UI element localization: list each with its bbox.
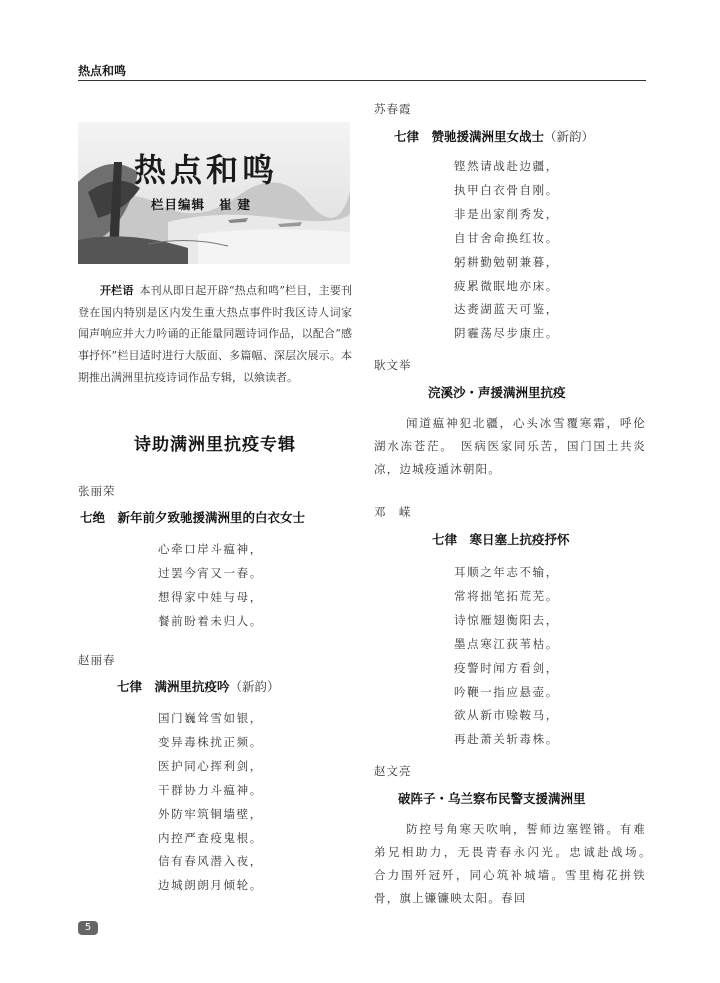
column-banner [78, 122, 350, 264]
verse-line: 常将拙笔拓荒芜。 [454, 588, 559, 603]
verse-line: 铿然请战赴边疆， [454, 159, 559, 173]
poem-prose: 闻道瘟神犯北疆，心头冰雪覆寒霜，呼伦湖水冻苍茫。 医病医家同乐苦，国门国土共炎凉，边城疫遁沐朝阳。 [374, 416, 646, 476]
poem-title [80, 508, 305, 526]
poem-verses [158, 538, 263, 634]
verse-line: 内控严查疫鬼根。 [158, 830, 263, 845]
verse-line: 变异毒株扰正频。 [158, 734, 263, 749]
special-title: 诗助满洲里抗疫专辑 [134, 435, 296, 455]
section-header: 热点和鸣 [78, 64, 127, 78]
header-divider [78, 80, 646, 81]
poem-note: （新韵） [229, 679, 280, 694]
verse-line: 耳顺之年志不输， [454, 565, 559, 579]
poem-title-text: 七绝 新年前夕致驰援满洲里的白衣女士 [80, 510, 306, 525]
intro-label: 开栏语 [100, 284, 134, 297]
verse-line: 疲累微眠地亦床。 [454, 278, 559, 293]
verse-line: 过罢今宵又一春。 [158, 565, 263, 580]
verse-line: 干群协力斗瘟神。 [158, 782, 263, 797]
verse-line: 躬耕勤勉朝兼暮， [454, 254, 559, 269]
verse-line: 非是出家削秀发， [454, 206, 559, 221]
verse-line: 信有春风潜入夜， [158, 854, 263, 869]
verse-line: 想得家中娃与母， [158, 589, 263, 604]
poem-title-text: 七律 寒日塞上抗疫抒怀 [432, 532, 570, 547]
page-number: 5 [78, 921, 98, 935]
poem-author: 邓 嵘 [374, 505, 412, 519]
poem-title [398, 789, 586, 807]
verse-line: 再赴萧关斩毒株。 [454, 732, 559, 747]
poem-author: 张丽荣 [78, 484, 116, 498]
intro-text: 本刊从即日起开辟“热点和鸣”栏目，主要刊登在国内特别是区内发生重大热点事件时我区诗人词家闻声响应并大力吟诵的正能量同题诗词作品，以配合“感事抒怀”栏目适时进行大版面、多篇幅、深层次展示。本期推出满洲里抗疫诗词作品专辑，以飨读者。 [78, 284, 352, 384]
poem-title [428, 383, 566, 401]
poem-author: 赵丽春 [78, 653, 116, 667]
verse-line: 心牵口岸斗瘟神， [158, 542, 263, 556]
verse-line: 欲从新市赊鞍马， [454, 708, 559, 723]
poem-author: 赵文亮 [374, 764, 412, 778]
verse-line: 疫警时闻方看剑， [454, 660, 559, 675]
column-intro [78, 280, 352, 389]
verse-line: 自甘舍命换红妆。 [454, 230, 559, 245]
poem-title [394, 127, 594, 145]
poem-verses [454, 155, 559, 346]
poem-note: （新韵） [544, 129, 595, 144]
editor-label: 栏目编辑 [151, 197, 206, 212]
poem-title-text: 浣溪沙・声援满洲里抗疫 [428, 385, 566, 400]
verse-line: 墨点寒江荻苇枯。 [454, 636, 559, 651]
verse-line: 达赉湖蓝天可鉴， [454, 302, 559, 317]
verse-line: 执甲白衣骨自刚。 [454, 182, 559, 197]
verse-line: 医护同心挥利剑， [158, 758, 263, 773]
poem-title-text: 七律 满洲里抗疫吟 [117, 679, 230, 694]
editor-name: 崔建 [219, 197, 257, 212]
landscape-illustration [78, 122, 350, 264]
verse-line: 外防牢筑铜墙壁， [158, 806, 263, 821]
verse-line: 诗惊雁翅衡阳去， [454, 612, 559, 627]
poem-title [432, 530, 570, 548]
poem-title-text: 七律 赞驰援满洲里女战士 [394, 129, 545, 144]
verse-line: 餐前盼着未归人。 [158, 613, 263, 628]
verse-line: 阴霾荡尽步康庄。 [454, 326, 559, 341]
verse-line: 边城朗朗月倾轮。 [158, 878, 263, 893]
poem-author: 耿文举 [374, 358, 412, 372]
poem-verses [454, 561, 559, 752]
column-editor [151, 195, 256, 213]
poem-author: 苏春霞 [374, 102, 412, 116]
banner-title: 热点和鸣 [134, 151, 279, 189]
poem-title [117, 677, 280, 695]
poem-prose: 防控号角寒天吹响，誓师边塞铿锵。有难弟兄相助力，无畏青春永闪光。忠诚赴战场。 合力围歼冠歼，同心筑补城墙。雪里梅花拼铁骨，旗上镰镰映太阳。春回 [374, 822, 659, 905]
poem-title-text: 破阵子・乌兰察布民警支援满洲里 [398, 791, 586, 806]
verse-line: 国门巍耸雪如银， [158, 711, 263, 725]
verse-line: 吟鞭一指应悬壶。 [454, 684, 559, 699]
poem-verses [158, 707, 263, 898]
